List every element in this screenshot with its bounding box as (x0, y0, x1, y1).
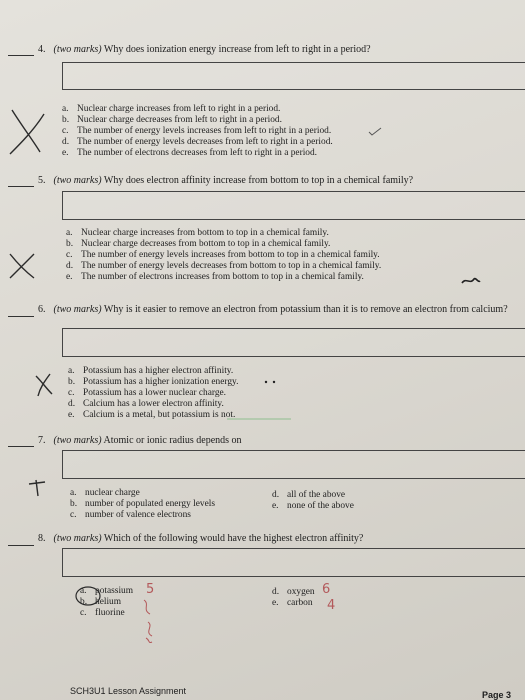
question-4-heading (38, 44, 371, 55)
option: c. The number of energy levels increases from left to right in a period. (62, 126, 332, 136)
option: e. none of the above (272, 501, 354, 511)
question-7-options-left (70, 488, 215, 521)
option: d. The number of energy levels decreases from bottom to top in a chemical family. (66, 261, 382, 271)
question-6-heading (38, 304, 508, 316)
option: d. all of the above (272, 490, 346, 500)
handwritten-x-mark (26, 478, 48, 498)
scribble-mark (460, 275, 482, 287)
question-7-options-right (272, 490, 354, 512)
question-4-options (62, 104, 333, 159)
handwritten-number: 4 (327, 598, 336, 613)
question-prompt: Why is it easier to remove an electron from potassium than it is to remove an electron from calcium? (103, 304, 508, 315)
question-marks: (two marks) (53, 435, 102, 446)
option: c. fluorine (80, 608, 125, 618)
question-number: 7. (38, 435, 46, 446)
question-prompt: Why does electron affinity increase from bottom to top in a chemical family? (103, 175, 414, 186)
handwritten-x-mark (4, 248, 44, 284)
option: e. The number of electrons decreases from left to right in a period. (62, 148, 318, 158)
question-number: 5. (38, 175, 46, 186)
answer-box[interactable] (62, 191, 525, 220)
option: d. The number of energy levels decreases from left to right in a period. (62, 137, 333, 147)
question-5-options (66, 228, 381, 283)
question-number: 6. (38, 304, 46, 315)
option: d. Calcium has a lower electron affinity. (68, 399, 224, 409)
option: b. Nuclear charge decreases from left to right in a period. (62, 115, 282, 125)
question-number: 8. (38, 533, 46, 544)
option: c. Potassium has a lower nuclear charge. (68, 388, 227, 398)
option: e. carbon (272, 598, 313, 608)
dot-marks (263, 378, 277, 386)
question-8-heading (38, 533, 363, 544)
question-prompt: Why does ionization energy increase from left to right in a period? (103, 44, 371, 55)
option: a. nuclear charge (70, 488, 140, 498)
blank-line (8, 55, 34, 56)
question-marks: (two marks) (53, 304, 102, 315)
checkmark-icon (367, 127, 383, 137)
blank-line (8, 186, 34, 187)
pencil-stroke (225, 413, 295, 425)
footer-left: SCH3U1 Lesson Assignment (70, 686, 187, 696)
footer-page-number: Page 3 (482, 690, 512, 700)
question-6-options (68, 366, 238, 421)
option: c. The number of energy levels increases from bottom to top in a chemical family. (66, 250, 380, 260)
handwritten-x-mark (0, 100, 60, 160)
option: b. Nuclear charge decreases from bottom to top in a chemical family. (66, 239, 331, 249)
option: c. number of valence electrons (70, 510, 191, 520)
option: b. helium (80, 597, 122, 607)
question-8-options-right (272, 587, 315, 609)
option: e. The number of electrons increases from bottom to top in a chemical family. (66, 272, 364, 282)
option: a. Nuclear charge increases from left to right in a period. (62, 104, 281, 114)
option: b. number of populated energy levels (70, 499, 215, 509)
circle-mark (74, 584, 104, 608)
answer-box[interactable] (62, 62, 525, 90)
question-marks: (two marks) (53, 533, 102, 544)
handwritten-number: 6 (322, 582, 331, 597)
answer-box[interactable] (62, 548, 525, 577)
option: e. Calcium is a metal, but potassium is not. (68, 410, 236, 420)
blank-line (8, 316, 34, 317)
question-7-heading (38, 435, 242, 446)
question-prompt: Atomic or ionic radius depends on (103, 435, 242, 446)
handwritten-number: 5 (146, 582, 155, 597)
question-number: 4. (38, 44, 46, 55)
option: d. oxygen (272, 587, 315, 597)
question-5-heading (38, 175, 413, 186)
option: b. Potassium has a higher ionization energy. (68, 377, 239, 387)
question-prompt: Which of the following would have the highest electron affinity? (103, 533, 364, 544)
question-marks: (two marks) (53, 44, 102, 55)
answer-box[interactable] (62, 450, 525, 479)
blank-line (8, 446, 34, 447)
handwritten-x-mark (32, 370, 56, 398)
scribble-mark (138, 596, 162, 646)
option: a. Potassium has a higher electron affinity. (68, 366, 234, 376)
option: a. potassium (80, 586, 134, 596)
blank-line (8, 545, 34, 546)
answer-box[interactable] (62, 328, 525, 357)
option: a. Nuclear charge increases from bottom to top in a chemical family. (66, 228, 329, 238)
question-marks: (two marks) (53, 175, 102, 186)
